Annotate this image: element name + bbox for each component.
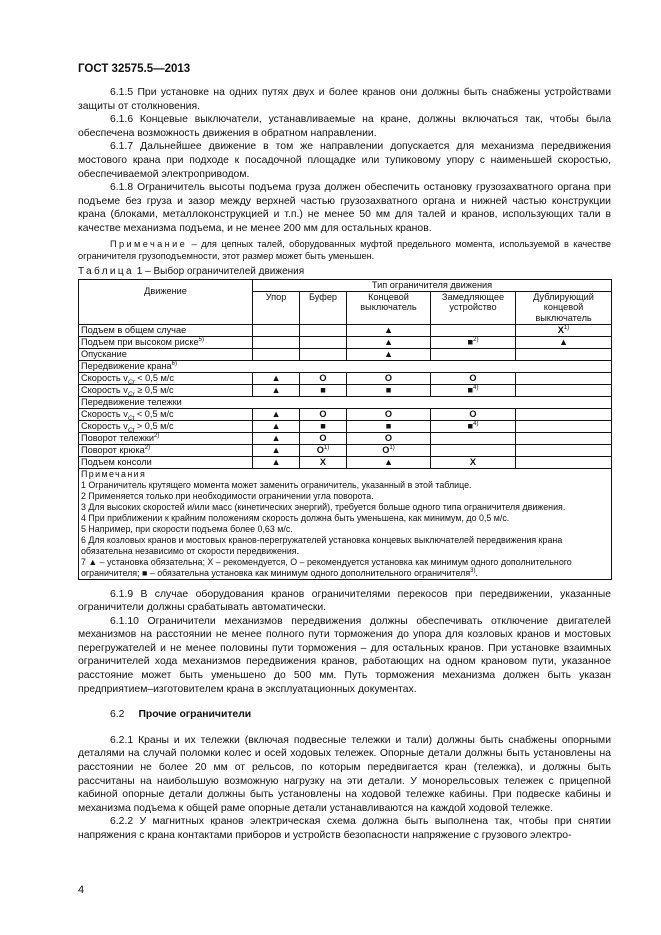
- column-header: Концевой выключатель: [347, 291, 431, 324]
- table-section-row: [79, 396, 612, 408]
- row-label-footnote: 5): [198, 336, 204, 343]
- row-label: [79, 324, 253, 336]
- row-label-footnote: 2): [153, 432, 160, 439]
- table-cell: [253, 384, 300, 396]
- table-cell: [253, 444, 300, 456]
- row-label: [79, 444, 253, 456]
- cell-value: ▲: [271, 408, 281, 419]
- row-label-footnote: 2): [144, 444, 151, 451]
- table-cell: [516, 324, 612, 336]
- cell-value: X: [319, 456, 327, 467]
- note7-footnote: 3): [470, 567, 476, 574]
- table-note-item: 5 Например, при скорости подъема более 0,63 м/с.: [81, 523, 293, 534]
- column-header-group: Тип ограничителя движения: [253, 280, 612, 292]
- note-label: Примечание: [110, 238, 188, 249]
- note7-text: 7 ▲ – установка обязательна; X – рекомендуется, O – рекомендуется установка как минимум одного дополнительного ограничителя; ■ – обязательна установка как минимум одного дополнительного ограничителя: [81, 556, 572, 578]
- row-label-text: Поворот крюка: [81, 444, 145, 455]
- table-cell: [431, 432, 516, 444]
- column-header: Замедляющее устройство: [431, 291, 516, 324]
- table-cell: [516, 372, 612, 384]
- cell-value: ▲: [271, 456, 281, 467]
- row-label-tail: < 0,5 м/с: [134, 372, 174, 383]
- table-cell: [431, 336, 516, 348]
- cell-value: ■: [467, 336, 474, 347]
- row-label: [79, 372, 253, 384]
- cell-value: O: [319, 432, 327, 443]
- table-row: [79, 336, 612, 348]
- cell-value: ▲: [383, 324, 394, 335]
- table-cell: [300, 432, 347, 444]
- cell-value: ■: [467, 384, 474, 395]
- table-cell: [253, 372, 300, 384]
- cell-value: O: [319, 408, 327, 419]
- cell-value: O: [469, 408, 477, 419]
- cell-value: ▲: [558, 336, 569, 347]
- table-note-item: 2 Применяется только при необходимости ограничении угла поворота.: [81, 490, 374, 501]
- table-note-item: [81, 557, 609, 579]
- table-cell: [516, 408, 612, 420]
- page-number: 4: [78, 884, 85, 896]
- table-cell: [300, 384, 347, 396]
- table-cell: [516, 348, 612, 360]
- table-cell: [300, 408, 347, 420]
- table-cell: [431, 408, 516, 420]
- row-label-subscript: Cr: [127, 378, 135, 386]
- row-label-text: Подъем консоли: [81, 456, 152, 467]
- row-label-subscript: Cr: [127, 390, 135, 398]
- column-header: Дублирующий концевой выключатель: [516, 291, 612, 324]
- row-label-text: Скорость v: [81, 420, 128, 431]
- cell-value: ▲: [271, 420, 281, 431]
- table-row: [79, 420, 612, 432]
- table-cell: [347, 408, 431, 420]
- table-cell: [347, 372, 431, 384]
- standard-header: ГОСТ 32575.5—2013: [78, 63, 191, 75]
- document-body: [78, 86, 611, 843]
- row-label-text: Скорость v: [81, 408, 128, 419]
- cell-value: O: [384, 372, 393, 383]
- table-row: [79, 372, 612, 384]
- row-label: [79, 432, 253, 444]
- paragraph: 6.1.8 Ограничитель высоты подъема груза должен обеспечить остановку грузозахватного органа при подъеме без груза и зазор между верхней частью грузозахватного органа и нижней частью конструкции крана (блоками, металлоконструкцией и т.п.) не менее 50 мм для талей и кранов, использующих тали в качестве механизма подъема, и не менее 200 мм для остальных кранов.: [78, 182, 611, 234]
- cell-value: ▲: [383, 348, 394, 359]
- row-label-tail: < 0,5 м/с: [134, 408, 174, 419]
- row-label-text: Скорость v: [81, 372, 128, 383]
- cell-value: ▲: [271, 384, 281, 395]
- row-label: [79, 348, 253, 360]
- table-cell: [516, 336, 612, 348]
- cell-value: O: [382, 444, 390, 455]
- row-label: [79, 360, 612, 372]
- table-note-item: 6 Для козловых кранов и мостовых кранов-перегружателей установка концевых выключателей передвижения крана обязательна независимо от скорости передвижения.: [81, 534, 563, 556]
- cell-value: ■: [385, 384, 392, 395]
- row-label-text: Подъем при высоком риске: [81, 336, 199, 347]
- table-caption: [78, 265, 611, 279]
- table-row: [79, 348, 612, 360]
- table-cell: [253, 456, 300, 468]
- cell-footnote: 4): [473, 384, 479, 391]
- table-cell: [253, 408, 300, 420]
- cell-value: ■: [320, 420, 326, 431]
- cell-footnote: 4): [473, 420, 479, 427]
- table-cell: [431, 384, 516, 396]
- cell-value: ■: [320, 384, 326, 395]
- table-cell: [347, 348, 431, 360]
- row-label: [79, 420, 253, 432]
- row-label-text: Подъем в общем случае: [81, 324, 187, 335]
- cell-value: ▲: [383, 456, 394, 467]
- table-note-item: 1 Ограничитель крутящего момента может заменить ограничитель, указанный в этой таблице.: [81, 479, 472, 490]
- row-label-tail: ≥ 0,5 м/с: [134, 384, 174, 395]
- table-note: [78, 238, 611, 262]
- row-label-text: Поворот тележки: [81, 432, 154, 443]
- column-header: Буфер: [300, 291, 347, 324]
- row-label-text: Передвижение крана: [81, 360, 172, 371]
- table-cell: [347, 336, 431, 348]
- paragraphs-bottom: [78, 734, 611, 843]
- table-cell: [347, 324, 431, 336]
- table-cell: [516, 420, 612, 432]
- table-section-row: [79, 360, 612, 372]
- row-label-text: Передвижение тележки: [81, 396, 182, 407]
- table-row: [79, 432, 612, 444]
- row-label-tail: > 0,5 м/с: [134, 420, 174, 431]
- paragraphs-top: [78, 86, 611, 236]
- table-cell: [347, 384, 431, 396]
- paragraph: 6.1.6 Концевые выключатели, устанавливаемые на кране, должны включаться так, чтобы была обеспечена возможность движения в обратном направлении.: [78, 114, 611, 139]
- table-cell: [431, 444, 516, 456]
- row-label: [79, 456, 253, 468]
- paragraph: 6.1.7 Дальнейшее движение в том же направлении допускается для механизма передвижения мостового крана при подходе к посадочной площадке или тупиковому упору с наименьшей скоростью, обеспечиваемой электроприводом.: [78, 141, 611, 180]
- table-cell: [431, 324, 516, 336]
- table-notes: [79, 468, 612, 579]
- table-cell: [347, 420, 431, 432]
- row-label-subscript: Ct: [127, 426, 135, 434]
- cell-value: O: [316, 444, 324, 455]
- table-cell: [347, 444, 431, 456]
- table-notes-row: [79, 468, 612, 579]
- table-cell: [300, 336, 347, 348]
- table-cell: [300, 456, 347, 468]
- cell-value: O: [384, 432, 393, 443]
- cell-value: ▲: [271, 444, 281, 455]
- paragraph: 6.1.10 Ограничители механизмов передвижения должны обеспечивать отключение двигателей механизмов на расстоянии не менее полного пути торможения до упора для козловых кранов и мостовых перегружателей и не менее половины пути торможения – для остальных кранов. При установке взаимных ограничителей хода механизмов передвижения кранов, работающих на одном крановом пути, указанное расстояние может быть уменьшено до 500 мм. Путь торможения механизма должен быть указан предприятием–изготовителем крана в эксплуатационных документах.: [78, 615, 611, 695]
- cell-value: X: [469, 456, 477, 467]
- limiters-table: [78, 279, 612, 579]
- cell-footnote: 2): [473, 336, 479, 343]
- table-note-item: 3 Для высоких скоростей и/или масс (кинетических энергий), требуется больше одного типа ограничителя движения.: [81, 501, 566, 512]
- row-label-subscript: Ct: [127, 414, 135, 422]
- table-cell: [253, 432, 300, 444]
- section-number: 6.2: [110, 709, 125, 721]
- table-cell: [300, 348, 347, 360]
- row-label: [79, 396, 612, 408]
- table-cell: [300, 444, 347, 456]
- table-cell: [347, 432, 431, 444]
- table-row: [79, 408, 612, 420]
- cell-value: O: [319, 372, 327, 383]
- row-label-text: Опускание: [81, 348, 127, 359]
- table-cell: [516, 384, 612, 396]
- paragraph: 6.1.9 В случае оборудования кранов ограничителями перекосов при передвижении, указанные ограничители должны срабатывать автоматически.: [78, 588, 611, 614]
- table-cell: [300, 372, 347, 384]
- cell-value: O: [384, 408, 393, 419]
- cell-value: X: [557, 324, 564, 335]
- column-header-movement: Движение: [79, 280, 253, 324]
- table-cell: [300, 420, 347, 432]
- table-row: [79, 384, 612, 396]
- cell-value: ▲: [271, 432, 281, 443]
- paragraph: 6.2.2 У магнитных кранов электрическая схема должна быть выполнена так, чтобы при снятии напряжения с крана контактами приборов и устройств безопасности напряжение с грузового электро-: [78, 816, 611, 841]
- table-cell: [516, 444, 612, 456]
- paragraphs-mid: [78, 588, 611, 697]
- cell-footnote: 1): [389, 444, 395, 451]
- cell-footnote: 1): [323, 444, 330, 451]
- cell-value: ■: [467, 420, 474, 431]
- table-cell: [431, 456, 516, 468]
- cell-value: ▲: [383, 336, 394, 347]
- row-label: [79, 408, 253, 420]
- row-label: [79, 384, 253, 396]
- table-cell: [516, 456, 612, 468]
- table-cell: [253, 420, 300, 432]
- table-cell: [347, 456, 431, 468]
- table-cell: [431, 348, 516, 360]
- cell-value: ▲: [271, 372, 281, 383]
- cell-value: ■: [385, 420, 392, 431]
- table-note-item: 4 При приближении к крайним положениям скорость должна быть уменьшена, как минимум, до 0,5 м/с.: [81, 512, 510, 523]
- row-label-footnote: 6): [171, 360, 177, 367]
- row-label-text: Скорость v: [81, 384, 128, 395]
- section-title: Прочие ограничители: [138, 709, 252, 721]
- table-row: [79, 324, 612, 336]
- table-cell: [431, 372, 516, 384]
- paragraph: 6.1.5 При установке на одних путях двух и более кранов они должны быть снабжены устройствами защиты от столкновения.: [78, 87, 611, 112]
- table-caption-title: 1 – Выбор ограничителей движения: [134, 265, 305, 277]
- column-header: Упор: [253, 291, 300, 324]
- section-heading: [110, 708, 611, 722]
- note7-end: .: [475, 567, 478, 578]
- table-cell: [516, 432, 612, 444]
- table-cell: [300, 324, 347, 336]
- table-caption-label: Таблица: [78, 265, 135, 277]
- table-row: [79, 444, 612, 456]
- table-row: [79, 456, 612, 468]
- table-cell: [431, 420, 516, 432]
- table-cell: [253, 324, 300, 336]
- notes-title: Примечания: [81, 468, 147, 479]
- table-cell: [253, 336, 300, 348]
- cell-footnote: 1): [563, 324, 570, 331]
- note-text: – для цепных талей, оборудованных муфтой предельного момента, используемой в качестве ограничителя грузоподъемности, этот размер может быть уменьшен.: [78, 238, 611, 261]
- paragraph: 6.2.1 Краны и их тележки (включая подвесные тележки и тали) должны быть снабжены опорными деталями на случай поломки колес и осей ходовых тележек. Опорные детали должны быть установлены на расстоянии не более 20 мм от рельсов, по которым передвигается кран (тележка), и должны быть рассчитаны на наибольшую возможную нагрузку на эти детали. У монорельсовых тележек с прицепной кабиной опорные детали должны быть установлены на ходовой тележке кабины. При подвеске кабины и механизма подъема к общей раме опорные детали устанавливаются на каждой ходовой тележке.: [78, 734, 611, 814]
- row-label: [79, 336, 253, 348]
- table-cell: [253, 348, 300, 360]
- cell-value: O: [469, 372, 477, 383]
